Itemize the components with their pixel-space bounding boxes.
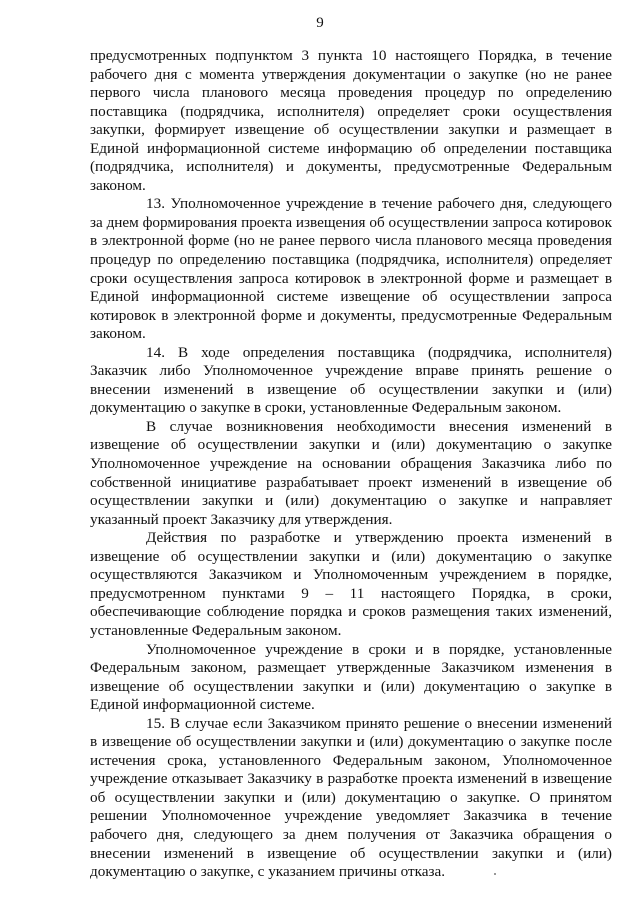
scan-speck <box>494 873 496 875</box>
paragraph-14-publication: Уполномоченное учреждение в сроки и в порядке, установленные Федеральным законом, размещает утвержденные Заказчиком изменения в извещение об осуществлении закупки и (или) документацию о закупке в Единой информационной системе. <box>90 640 612 714</box>
paragraph-13: 13. Уполномоченное учреждение в течение рабочего дня, следующего за днем формирования проекта извещения об осуществлении запроса котировок в электронной форме (но не ранее первого числа планового месяца проведения процедур по определению поставщика (подрядчика, исполнителя) определяет сроки осуществления запроса котировок в электронной форме и размещает в Единой информационной системе извещение об осуществлении запроса котировок в электронной форме и документы, предусмотренные Федеральным законом. <box>90 195 612 343</box>
paragraph-15: 15. В случае если Заказчиком принято решение о внесении изменений в извещение об осуществлении закупки и (или) документацию о закупке после истечения срока, установленного Федеральным законом, Уполномоченное учреждение отказывает Заказчику в разработке проекта изменений в извещение об осуществлении закупки и (или) документацию о закупке. О принятом решении Уполномоченное учреждение уведомляет Заказчика в течение рабочего дня, следующего за днем получения от Заказчика обращения о внесении изменений в извещение об осуществлении закупки и (или) документацию о закупке, с указанием причины отказа. <box>90 714 612 881</box>
page-number: 9 <box>316 15 324 31</box>
paragraph-continuation: предусмотренных подпунктом 3 пункта 10 настоящего Порядка, в течение рабочего дня с момента утверждения документации о закупке (но не ранее первого числа планового месяца проведения процедур по определению поставщика (подрядчика, исполнителя) определяет сроки осуществления закупки, формирует извещение об осуществлении закупки и размещает в Единой информационной системе информацию об определении поставщика (подрядчика, исполнителя) и документы, предусмотренные Федеральным законом. <box>90 47 612 194</box>
document-body <box>90 47 612 882</box>
paragraph-14-changes: В случае возникновения необходимости внесения изменений в извещение об осуществлении закупки и (или) документацию о закупке Уполномоченное учреждение на основании обращения Заказчика либо по собственной инициативе разрабатывает проект изменений в извещение об осуществлении закупки и (или) документацию о закупке и направляет указанный проект Заказчику для утверждения. <box>90 417 612 528</box>
paragraph-14: 14. В ходе определения поставщика (подрядчика, исполнителя) Заказчик либо Уполномоченное учреждение вправе принять решение о внесении изменений в извещение об осуществлении закупки и (или) документацию о закупке в сроки, установленные Федеральным законом. <box>90 343 612 417</box>
paragraph-14-actions: Действия по разработке и утверждению проекта изменений в извещение об осуществлении закупки и (или) документацию о закупке осуществляются Заказчиком и Уполномоченным учреждением в порядке, предусмотренном пунктами 9 – 11 настоящего Порядка, в сроки, обеспечивающие соблюдение порядка и сроков размещения таких изменений, установленные Федеральным законом. <box>90 529 612 639</box>
